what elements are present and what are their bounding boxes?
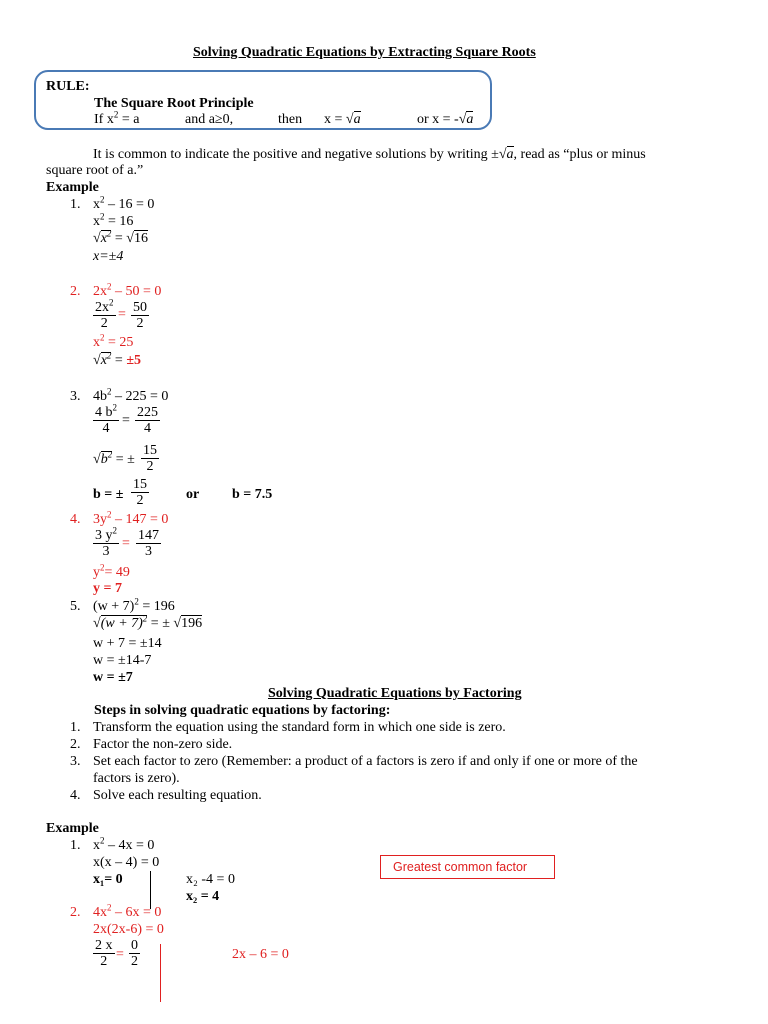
rule-if: If $x^2 = a$ (94, 109, 140, 127)
ex2-line4: $√x^2 = \pm 5$ (93, 350, 141, 368)
ex3-frac-b: $\frac{15}{2}$ (133, 477, 147, 508)
page-title: Solving Quadratic Equations by Extracting Square Roots (193, 45, 536, 60)
step-3-number: 3. (70, 754, 81, 769)
ex3-frac-right: $\frac{225}{4}$ (137, 405, 158, 436)
rule-x-eq: x = √a (324, 112, 361, 127)
ex3-b-val: b = 7.5 (232, 487, 273, 502)
step-4: Solve each resulting equation. (93, 788, 262, 803)
fex2-divider (160, 944, 161, 1002)
ex5-line3: w + 7 = ±14 (93, 636, 162, 651)
ex4-frac-left: $\frac{3 y^2}{3}$ (95, 525, 117, 559)
ex1-line2: $x^2 = 16$ (93, 211, 134, 229)
ex5-number: 5. (70, 599, 81, 614)
ex4-line4: y = 7 (93, 581, 122, 596)
fex1-x1: x₁= 0 (93, 872, 123, 887)
fex2-side: 2x – 6 = 0 (232, 947, 289, 962)
step-3-cont: factors is zero). (93, 771, 180, 786)
rule-cond: and a≥0, (185, 112, 234, 127)
fex2-frac-right: $\frac{0}{2}$ (131, 938, 138, 969)
ex1-line3: $√x^2 = √16$ (93, 228, 148, 246)
step-2-number: 2. (70, 737, 81, 752)
ex2-frac-left: $\frac{2x^2}{2}$ (95, 297, 114, 331)
ex1-number: 1. (70, 197, 81, 212)
ex3-equals: = (122, 413, 130, 428)
fex1-x2b: x₂ = 4 (186, 889, 220, 904)
ex1-line4: x=±4 (93, 249, 124, 264)
ex2-line1: $2x^2 - 50 = 0$ (93, 281, 162, 299)
ex3-frac-left: $\frac{4 b^2}{4}$ (95, 402, 117, 436)
fex2-frac-left: $\frac{2 x}{2}$ (95, 938, 113, 969)
ex3-line1: $4b^2 - 225 = 0$ (93, 386, 169, 404)
ex3-frac-sqrt: $\frac{15}{2}$ (143, 443, 157, 474)
fex1-x2a: x₂ -4 = 0 (186, 872, 235, 887)
ex1-line1: $x^2 - 16 = 0$ (93, 194, 155, 212)
ex4-equals: = (122, 536, 130, 551)
fex2-equals: = (116, 947, 124, 962)
ex5-line5: w = ±7 (93, 670, 133, 685)
ex3-sqrt: $√b^2$ = ± (93, 449, 135, 467)
ex2-frac-right: $\frac{50}{2}$ (133, 300, 147, 331)
ex4-number: 4. (70, 512, 81, 527)
rule-or-x: or x = -√a (417, 112, 474, 127)
ex4-frac-right: $\frac{147}{3}$ (138, 528, 159, 559)
ex5-line1: $(w + 7)^2 = 196$ (93, 596, 175, 614)
rule-then: then (278, 112, 303, 127)
ex4-line3: $y^2= 49$ (93, 562, 130, 580)
rule-principle: The Square Root Principle (94, 96, 254, 111)
ex2-line3: $x^2 = 25$ (93, 332, 134, 350)
fex2-line2: 2x(2x-6) = 0 (93, 922, 164, 937)
step-3: Set each factor to zero (Remember: a product of a factors is zero if and only if one or more of the (93, 754, 638, 769)
ex3-b-eq: b = ± (93, 487, 124, 502)
factoring-title: Solving Quadratic Equations by Factoring (268, 686, 522, 701)
ex3-or: or (186, 487, 200, 502)
ex2-equals: = (118, 307, 126, 322)
example-label-2: Example (46, 821, 99, 836)
step-1: Transform the equation using the standard form in which one side is zero. (93, 720, 506, 735)
fex1-number: 1. (70, 838, 81, 853)
ex3-number: 3. (70, 389, 81, 404)
step-4-number: 4. (70, 788, 81, 803)
fex1-line1: $x^2 - 4x = 0$ (93, 835, 155, 853)
fex2-number: 2. (70, 905, 81, 920)
step-2: Factor the non-zero side. (93, 737, 233, 752)
ex5-line2: $√(w + 7)^2$ = ± √196 (93, 613, 203, 631)
intro-line2: square root of a.” (46, 163, 144, 178)
fex1-divider (150, 871, 151, 909)
steps-title: Steps in solving quadratic equations by factoring: (94, 703, 391, 718)
ex5-line4: w = ±14-7 (93, 653, 152, 668)
fex1-line2: x(x – 4) = 0 (93, 855, 160, 870)
ex4-line1: $3y^2 - 147 = 0$ (93, 509, 169, 527)
rule-label: RULE: (46, 79, 90, 94)
step-1-number: 1. (70, 720, 81, 735)
fex2-line1: $4x^2 - 6x = 0$ (93, 902, 162, 920)
gcf-callout: Greatest common factor (380, 855, 555, 879)
intro-line1: It is common to indicate the positive and negative solutions by writing ±√a, read as “plus or minus (93, 147, 646, 162)
example-label: Example (46, 180, 99, 195)
ex2-number: 2. (70, 284, 81, 299)
